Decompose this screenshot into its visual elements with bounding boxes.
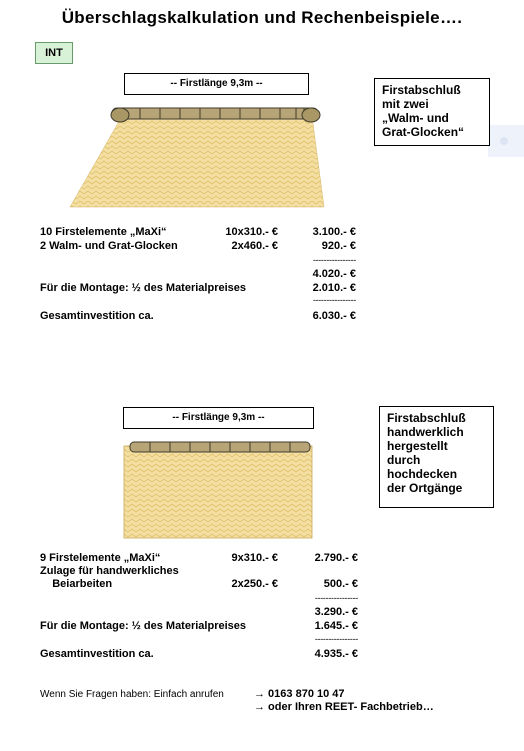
note-line: durch xyxy=(387,453,421,467)
note-box-2 xyxy=(379,406,494,508)
note-line: mit zwei xyxy=(382,97,429,111)
note-line: Firstabschluß xyxy=(382,83,461,97)
note-line: Firstabschluß xyxy=(387,411,466,425)
int-badge: INT xyxy=(35,42,73,64)
montage-label: Für die Montage: ½ des Materialpreises xyxy=(40,282,247,294)
item-sum: 920.- € xyxy=(321,240,356,252)
dealer-hint xyxy=(254,701,434,714)
hip-bell-left xyxy=(111,108,129,122)
item-desc: 2 Walm- und Grat-Glocken xyxy=(40,240,178,252)
total-value: 4.935.- € xyxy=(314,648,358,660)
ridge-length-label-1: -- Firstlänge 9,3m -- xyxy=(124,73,309,95)
hip-bell-right xyxy=(302,108,320,122)
montage-value: 2.010.- € xyxy=(312,282,356,294)
total-label: Gesamtinvestition ca. xyxy=(40,648,154,660)
footer-question: Wenn Sie Fragen haben: Einfach anrufen xyxy=(40,689,224,700)
page-title: Überschlagskalkulation und Rechenbeispiele…. xyxy=(61,8,463,27)
item-calc: 2x250.- € xyxy=(231,578,278,590)
item-desc: Beiarbeiten xyxy=(40,578,113,590)
item-sum: 3.100.- € xyxy=(312,226,356,238)
note-line: hergestellt xyxy=(387,439,448,453)
subtotal: 4.020.- € xyxy=(312,268,356,280)
ridge-cap xyxy=(112,108,318,119)
note-line: handwerklich xyxy=(387,425,464,439)
phone-link[interactable]: → 0163 870 10 47 xyxy=(254,688,345,700)
total-label: Gesamtinvestition ca. xyxy=(40,310,154,322)
separator: ---------------- xyxy=(312,296,356,305)
roof-illustration-hip xyxy=(60,100,330,212)
note-line: „Walm- und xyxy=(382,111,449,125)
note-line: Grat-Glocken“ xyxy=(382,125,465,139)
note-line: hochdecken xyxy=(387,467,458,481)
separator: ---------------- xyxy=(314,594,358,603)
item-calc: 10x310.- € xyxy=(225,226,278,238)
item-sum: 2.790.- € xyxy=(314,552,358,564)
separator: ---------------- xyxy=(314,635,358,644)
item-calc: 2x460.- € xyxy=(231,240,278,252)
montage-label: Für die Montage: ½ des Materialpreises xyxy=(40,620,247,632)
roof-illustration-gable xyxy=(120,438,320,540)
item-sum: 500.- € xyxy=(323,578,358,590)
separator: ---------------- xyxy=(312,256,356,265)
ridge-cap xyxy=(130,442,310,452)
thatched-roof-surface xyxy=(124,446,312,538)
total-value: 6.030.- € xyxy=(312,310,356,322)
thatched-roof-surface xyxy=(70,116,324,207)
item-desc: 9 Firstelemente „MaXi“ xyxy=(40,552,161,564)
note-box-1 xyxy=(374,78,490,146)
item-desc: 10 Firstelemente „MaXi“ xyxy=(40,226,167,238)
note-line: der Ortgänge xyxy=(387,481,463,495)
side-panel-tab[interactable] xyxy=(488,125,524,157)
montage-value: 1.645.- € xyxy=(314,620,358,632)
item-calc: 9x310.- € xyxy=(231,552,278,564)
ridge-length-label-2: -- Firstlänge 9,3m -- xyxy=(123,407,314,429)
dealer-text: → oder Ihren REET- Fachbetrieb… xyxy=(254,701,434,713)
circle-icon xyxy=(500,137,508,145)
phone-number[interactable] xyxy=(254,688,345,701)
item-desc-line1: Zulage für handwerkliches xyxy=(40,565,179,577)
subtotal: 3.290.- € xyxy=(314,606,358,618)
